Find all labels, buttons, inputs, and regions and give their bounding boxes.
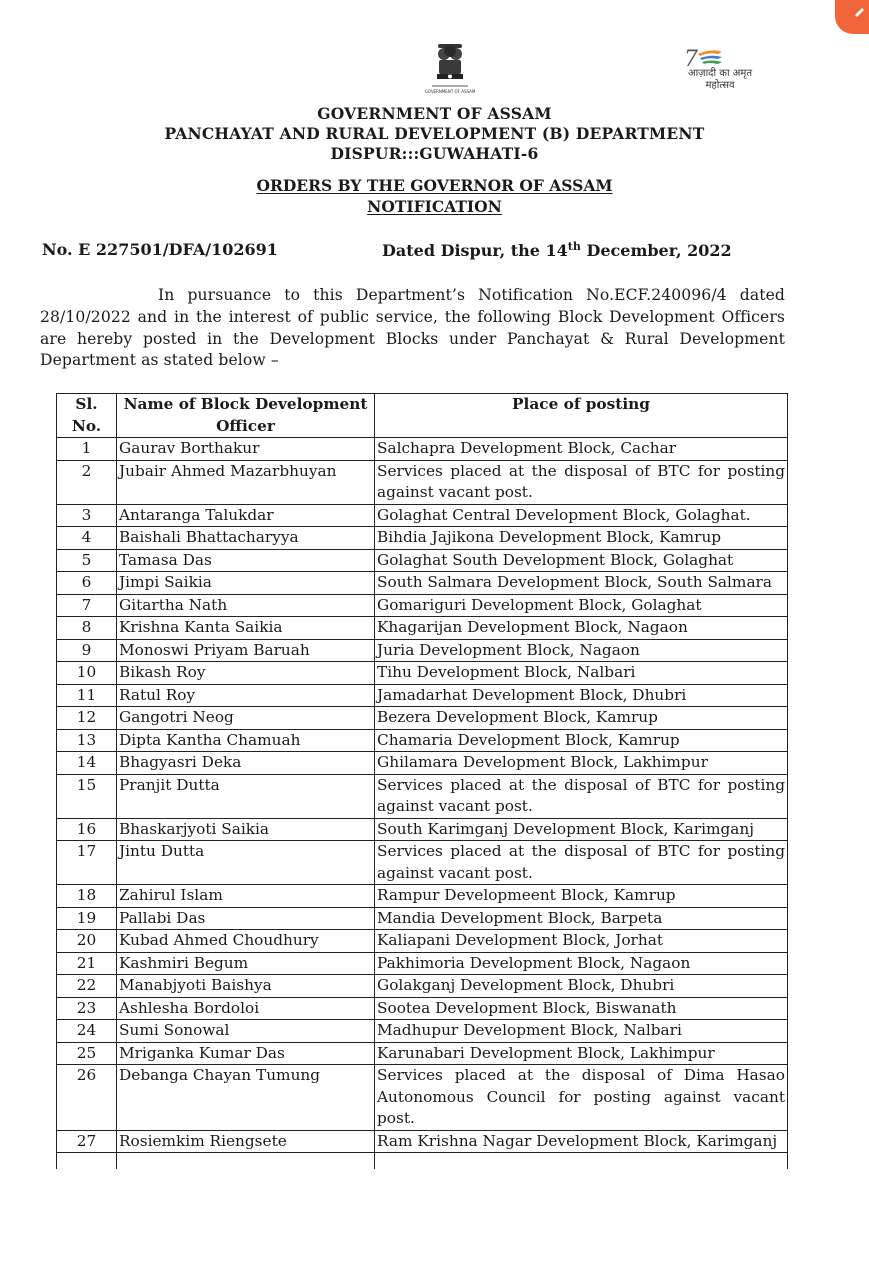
empty-cell [117, 1153, 375, 1170]
header-line-3: DISPUR:::GUWAHATI-6 [330, 144, 539, 163]
place-cell: Golakganj Development Block, Dhubri [375, 975, 788, 998]
table-row [57, 684, 788, 707]
postings-table [56, 393, 788, 1169]
place-cell: Bihdia Jajikona Development Block, Kamrup [375, 527, 788, 550]
place-cell: Ram Krishna Nagar Development Block, Karimganj [375, 1130, 788, 1153]
sl-cell: 3 [57, 504, 117, 527]
officer-name-cell: Jubair Ahmed Mazarbhuyan [117, 460, 375, 504]
table-row [57, 527, 788, 550]
table-row [57, 729, 788, 752]
table-row [57, 997, 788, 1020]
notification-body [40, 285, 785, 372]
national-emblem-icon [424, 38, 476, 96]
sl-cell: 26 [57, 1065, 117, 1131]
officer-name-cell: Rosiemkim Riengsete [117, 1130, 375, 1153]
place-cell: Chamaria Development Block, Kamrup [375, 729, 788, 752]
table-row [57, 617, 788, 640]
table-row [57, 1020, 788, 1043]
sl-cell: 7 [57, 594, 117, 617]
empty-cell [57, 1153, 117, 1170]
officer-name-cell: Kubad Ahmed Choudhury [117, 930, 375, 953]
table-row [57, 504, 788, 527]
table-row [57, 572, 788, 595]
place-cell: Ghilamara Development Block, Lakhimpur [375, 752, 788, 775]
place-cell: Services placed at the disposal of BTC for posting against vacant post. [375, 774, 788, 818]
table-row [57, 707, 788, 730]
officer-name-cell: Sumi Sonowal [117, 1020, 375, 1043]
table-row [57, 1065, 788, 1131]
place-cell: Jamadarhat Development Block, Dhubri [375, 684, 788, 707]
table-row [57, 907, 788, 930]
orders-heading [0, 175, 869, 217]
date-suffix-sup: th [567, 240, 581, 253]
table-row [57, 1042, 788, 1065]
date-suffix: December, 2022 [580, 241, 732, 260]
table-row [57, 549, 788, 572]
place-cell: Khagarijan Development Block, Nagaon [375, 617, 788, 640]
officer-name-cell: Krishna Kanta Saikia [117, 617, 375, 640]
place-cell: Kaliapani Development Block, Jorhat [375, 930, 788, 953]
officer-name-cell: Gaurav Borthakur [117, 438, 375, 461]
officer-name-cell: Pranjit Dutta [117, 774, 375, 818]
empty-cell [375, 1153, 788, 1170]
sl-cell: 16 [57, 818, 117, 841]
place-cell: Pakhimoria Development Block, Nagaon [375, 952, 788, 975]
place-cell: Juria Development Block, Nagaon [375, 639, 788, 662]
place-cell: Golaghat Central Development Block, Golaghat. [375, 504, 788, 527]
table-row [57, 662, 788, 685]
table-row [57, 594, 788, 617]
sl-cell: 14 [57, 752, 117, 775]
officer-name-cell: Manabjyoti Baishya [117, 975, 375, 998]
table-row [57, 438, 788, 461]
emblem-caption: GOVERNMENT OF ASSAM [424, 89, 476, 94]
officer-name-cell: Monoswi Priyam Baruah [117, 639, 375, 662]
sl-cell: 23 [57, 997, 117, 1020]
place-cell: Bezera Development Block, Kamrup [375, 707, 788, 730]
place-cell: Rampur Developmeent Block, Kamrup [375, 885, 788, 908]
sl-cell: 17 [57, 841, 117, 885]
place-cell: Tihu Development Block, Nalbari [375, 662, 788, 685]
table-row [57, 952, 788, 975]
header-line-1: GOVERNMENT OF ASSAM [317, 104, 552, 123]
officer-name-cell: Antaranga Talukdar [117, 504, 375, 527]
table-row [57, 752, 788, 775]
department-header [0, 104, 869, 164]
header-sl-no: Sl. No. [57, 394, 117, 438]
officer-name-cell: Tamasa Das [117, 549, 375, 572]
sl-cell: 19 [57, 907, 117, 930]
table-row [57, 774, 788, 818]
orders-title: ORDERS BY THE GOVERNOR OF ASSAM [256, 176, 613, 195]
officer-name-cell: Ratul Roy [117, 684, 375, 707]
edit-badge[interactable] [835, 0, 869, 34]
table-row [57, 975, 788, 998]
officer-name-cell: Kashmiri Begum [117, 952, 375, 975]
place-cell: Madhupur Development Block, Nalbari [375, 1020, 788, 1043]
sl-cell: 12 [57, 707, 117, 730]
header-place-of-posting: Place of posting [375, 394, 788, 438]
officer-name-cell: Bikash Roy [117, 662, 375, 685]
officer-name-cell: Ashlesha Bordoloi [117, 997, 375, 1020]
officer-name-cell: Debanga Chayan Tumung [117, 1065, 375, 1131]
officer-name-cell: Mriganka Kumar Das [117, 1042, 375, 1065]
sl-cell: 24 [57, 1020, 117, 1043]
table-row [57, 930, 788, 953]
svg-text:7: 7 [684, 47, 698, 72]
notification-number: No. E 227501/DFA/102691 [42, 240, 278, 259]
header-line-2: PANCHAYAT AND RURAL DEVELOPMENT (B) DEPARTMENT [164, 124, 705, 143]
body-text: In pursuance to this Department’s Notification No.ECF.240096/4 dated 28/10/2022 and in the interest of public service, the following Block Development Officers are hereby posted in the Development Blocks under Panchayat & Rural Development Department as stated below – [40, 286, 785, 370]
pencil-icon [853, 4, 867, 18]
officer-name-cell: Jimpi Saikia [117, 572, 375, 595]
place-cell: Gomariguri Development Block, Golaghat [375, 594, 788, 617]
sl-cell: 6 [57, 572, 117, 595]
table-row [57, 818, 788, 841]
sl-cell: 4 [57, 527, 117, 550]
place-cell: Services placed at the disposal of Dima Hasao Autonomous Council for posting against vacant post. [375, 1065, 788, 1131]
place-cell: South Salmara Development Block, South Salmara [375, 572, 788, 595]
officer-name-cell: Zahirul Islam [117, 885, 375, 908]
officer-name-cell: Gitartha Nath [117, 594, 375, 617]
sl-cell: 25 [57, 1042, 117, 1065]
date-prefix: Dated Dispur, the 14 [382, 241, 568, 260]
place-cell: South Karimganj Development Block, Karimganj [375, 818, 788, 841]
sl-cell: 8 [57, 617, 117, 640]
officer-name-cell: Dipta Kantha Chamuah [117, 729, 375, 752]
table-header-row [57, 394, 788, 438]
sl-cell: 9 [57, 639, 117, 662]
place-cell: Mandia Development Block, Barpeta [375, 907, 788, 930]
place-cell: Golaghat South Development Block, Golaghat [375, 549, 788, 572]
sl-cell: 18 [57, 885, 117, 908]
sl-cell: 10 [57, 662, 117, 685]
azadi-caption: आज़ादी का अमृत महोत्सव [687, 68, 753, 91]
place-cell: Services placed at the disposal of BTC for posting against vacant post. [375, 460, 788, 504]
sl-cell: 22 [57, 975, 117, 998]
place-cell: Karunabari Development Block, Lakhimpur [375, 1042, 788, 1065]
sl-cell: 21 [57, 952, 117, 975]
table-row-partial [57, 1153, 788, 1170]
sl-cell: 20 [57, 930, 117, 953]
sl-cell: 27 [57, 1130, 117, 1153]
sl-cell: 11 [57, 684, 117, 707]
table-row [57, 885, 788, 908]
table-row [57, 460, 788, 504]
officer-name-cell: Bhaskarjyoti Saikia [117, 818, 375, 841]
sl-cell: 5 [57, 549, 117, 572]
sl-cell: 15 [57, 774, 117, 818]
sl-cell: 13 [57, 729, 117, 752]
place-cell: Services placed at the disposal of BTC for posting against vacant post. [375, 841, 788, 885]
officer-name-cell: Baishali Bhattacharyya [117, 527, 375, 550]
officer-name-cell: Jintu Dutta [117, 841, 375, 885]
notification-title: NOTIFICATION [367, 197, 502, 216]
table-row [57, 639, 788, 662]
place-cell: Salchapra Development Block, Cachar [375, 438, 788, 461]
notification-date [382, 240, 732, 260]
place-cell: Sootea Development Block, Biswanath [375, 997, 788, 1020]
header-officer-name: Name of Block Development Officer [117, 394, 375, 438]
officer-name-cell: Gangotri Neog [117, 707, 375, 730]
table-row [57, 1130, 788, 1153]
officer-name-cell: Bhagyasri Deka [117, 752, 375, 775]
sl-cell: 1 [57, 438, 117, 461]
officer-name-cell: Pallabi Das [117, 907, 375, 930]
table-row [57, 841, 788, 885]
sl-cell: 2 [57, 460, 117, 504]
